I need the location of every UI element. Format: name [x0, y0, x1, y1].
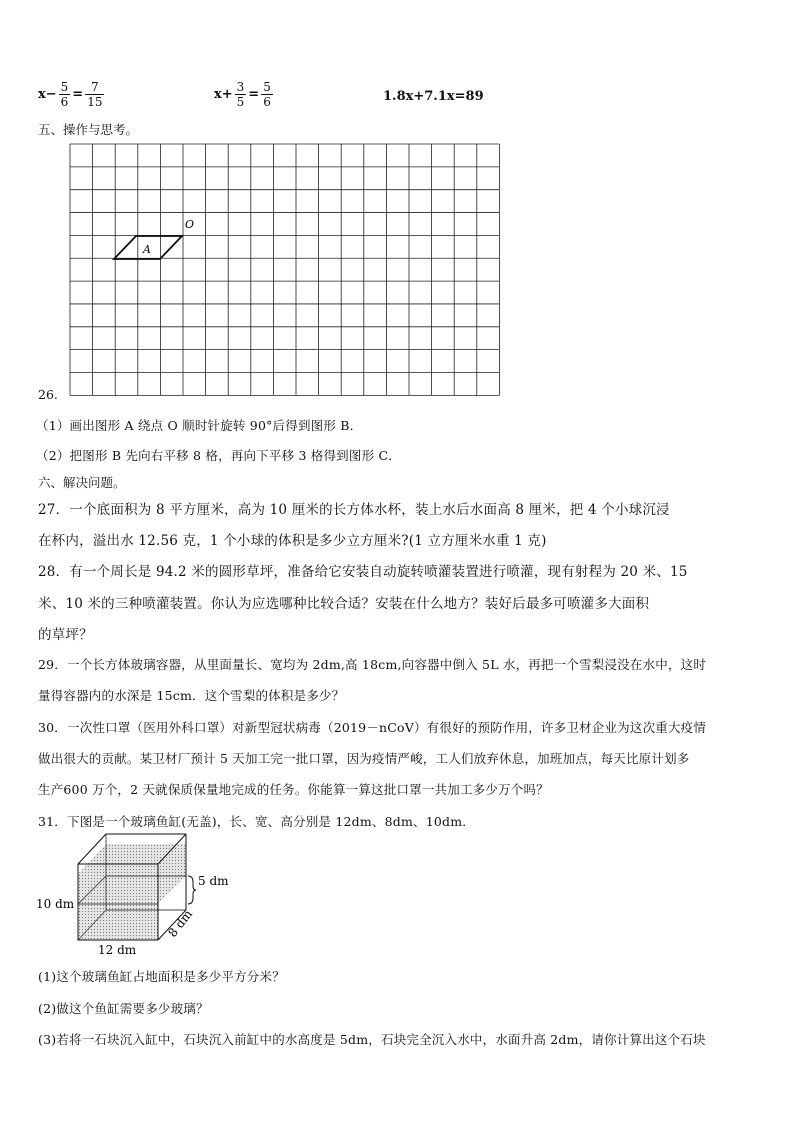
eq2-frac-left [235, 80, 247, 109]
eq1-equals: = [72, 87, 84, 102]
problem-27-line-2: 在杯内，溢出水 12.56 克，1 个小球的体积是多少立方厘米?(1 立方厘米水重 1 克) [38, 533, 547, 549]
eq1-frac-right [85, 80, 104, 109]
problem-28-line-2: 米、10 米的三种喷灌装置。你认为应选哪种比较合适？安装在什么地方？装好后最多可喷灌多大面积 [38, 596, 650, 612]
eq1-frac-left [59, 80, 71, 109]
problem-31-q2: (2)做这个鱼缸需要多少玻璃？ [38, 1001, 209, 1016]
problem-30-line-3: 生产600 万个，2 天就保质保量地完成的任务。你能算一算这批口罩一共加工多少万个吗？ [38, 782, 549, 797]
problem-29-line-1: 29．一个长方体玻璃容器，从里面量长、宽均为 2dm,高 18cm,向容器中倒入 5L 水，再把一个雪梨浸没在水中，这时 [38, 657, 707, 672]
fish-tank-figure [30, 832, 250, 962]
denominator: 5 [236, 95, 245, 109]
shape-a-label: A [143, 243, 151, 256]
point-o-label: O [185, 218, 195, 231]
water-height-label: 5 dm [198, 874, 229, 888]
grid-figure [60, 140, 510, 402]
problem-31-q1: (1)这个玻璃鱼缸占地面积是多少平方分米？ [38, 969, 285, 984]
problem-30-line-1: 30．一次性口罩（医用外科口罩）对新型冠状病毒（2019－nCoV）有很好的预防作用，许多卫材企业为这次重大疫情 [38, 720, 707, 735]
length-label: 12 dm [98, 943, 137, 957]
numerator: 5 [60, 80, 69, 94]
denominator: 6 [263, 95, 271, 109]
height-label: 10 dm [36, 897, 75, 911]
eq2-var: x+ [214, 87, 233, 102]
problem-28-line-3: 的草坪？ [38, 627, 93, 643]
problem-26-number: 26. [38, 387, 58, 402]
water-height-bracket [188, 876, 196, 904]
width-label: 8 dm [165, 907, 196, 940]
problem-31-text: 31．下图是一个玻璃鱼缸(无盖)，长、宽、高分别是 12dm、8dm、10dm． [38, 814, 475, 829]
numerator: 7 [85, 80, 104, 95]
equation-3: 1.8x+7.1x=89 [383, 89, 484, 104]
numerator: 5 [263, 80, 271, 94]
problem-29-line-2: 量得容器内的水深是 15cm．这个雪梨的体积是多少？ [38, 688, 345, 703]
section6-heading: 六、解决问题。 [38, 475, 126, 490]
problem-30-line-2: 做出很大的贡献。某卫材厂预计 5 天加工完一批口罩，因为疫情严峻，工人们放弃休息，加班加点，每天比原计划多 [38, 751, 690, 766]
question-26-2: （2）把图形 B 先向右平移 8 格，再向下平移 3 格得到图形 C． [36, 448, 401, 463]
problem-27-line-1: 27．一个底面积为 8 平方厘米，高为 10 厘米的长方体水杯，装上水后水面高 8 厘米，把 4 个小球沉浸 [38, 502, 670, 518]
eq2-equals: = [248, 87, 260, 102]
question-26-1: （1）画出图形 A 绕点 O 顺时针旋转 90°后得到图形 B． [36, 418, 363, 433]
eq2-frac-right [261, 80, 273, 109]
equation-2 [214, 80, 275, 109]
section5-heading: 五、操作与思考。 [38, 122, 139, 137]
denominator: 15 [87, 95, 103, 109]
equation-1 [38, 80, 106, 109]
grid-lines [70, 144, 499, 395]
problem-31-q3: (3)若将一石块沉入缸中，石块沉入前缸中的水高度是 5dm，石块完全沉入水中，水面升高 2dm，请你计算出这个石块 [38, 1032, 706, 1047]
denominator: 6 [60, 95, 69, 109]
problem-28-line-1: 28．有一个周长是 94.2 米的圆形草坪，准备给它安装自动旋转喷灌装置进行喷灌，现有射程为 20 米、15 [38, 564, 688, 580]
eq1-var: x− [38, 87, 57, 102]
numerator: 3 [236, 80, 245, 94]
